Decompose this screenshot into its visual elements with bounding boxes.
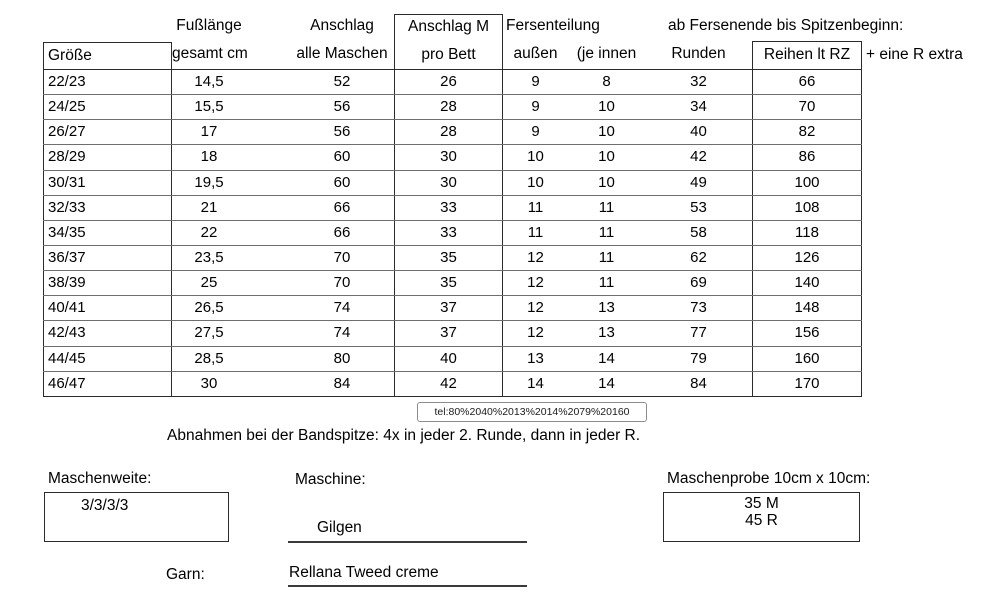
table-cell: 33 [394, 221, 503, 245]
garn-label: Garn: [166, 566, 205, 583]
table-cell: 21 [200, 198, 218, 216]
table-row [43, 171, 862, 196]
maschine-field-underline [288, 541, 527, 543]
table-cell: 30 [200, 374, 218, 392]
table-cell: 12 [527, 248, 544, 266]
table-row [43, 70, 862, 95]
table-cell: 73 [690, 299, 707, 317]
table-cell: 30 [394, 171, 503, 195]
table-cell: 28/29 [43, 145, 172, 169]
table-cell: 8 [602, 73, 611, 90]
col-anschlag-header-line2: alle Maschen [296, 45, 388, 62]
table-cell: 56 [333, 123, 351, 141]
table-cell: 13 [527, 349, 544, 367]
table-cell: 77 [690, 324, 707, 342]
table-cell: 28,5 [194, 349, 224, 367]
col-innen-header: (je innen [576, 45, 637, 62]
extra-row-annotation: + eine R extra [866, 46, 963, 63]
table-cell: 118 [752, 221, 862, 245]
table-row [43, 246, 862, 271]
table-row [43, 372, 862, 397]
table-cell: 10 [598, 148, 615, 166]
table-cell: 13 [598, 299, 615, 317]
table-cell: 10 [598, 123, 615, 141]
garn-field-underline [288, 585, 527, 587]
table-cell: 28 [394, 120, 503, 144]
col-anschlag-m-header-line1: Anschlag M [408, 18, 489, 35]
table-cell: 74 [333, 324, 351, 342]
table-cell: 14 [598, 349, 615, 367]
table-cell: 42 [394, 372, 503, 396]
table-cell: 25 [200, 274, 218, 292]
bandspitze-note: Abnahmen bei der Bandspitze: 4x in jeder 2. Runde, dann in jeder R. [167, 427, 641, 444]
table-cell: 52 [333, 73, 351, 90]
col-anschlag-header-line1: Anschlag [310, 17, 374, 34]
table-cell: 10 [527, 148, 544, 166]
col-fusslaenge-header-line2: gesamt cm [172, 45, 248, 62]
link-status-tooltip: tel:80%2040%2013%2014%2079%20160 [417, 402, 647, 422]
table-cell: 82 [752, 120, 862, 144]
reihen-header-box [752, 41, 862, 70]
table-cell: 42/43 [43, 321, 172, 345]
col-anschlag-m-header-line2: pro Bett [421, 46, 476, 63]
table-cell: 86 [752, 145, 862, 169]
table-cell: 11 [527, 223, 544, 241]
table-cell: 69 [690, 274, 707, 292]
table-cell: 22 [200, 223, 218, 241]
table-cell: 12 [527, 324, 544, 342]
garn-value[interactable]: Rellana Tweed creme [289, 564, 439, 581]
table-body [43, 70, 862, 397]
table-cell: 14 [527, 374, 544, 392]
table-cell: 66 [333, 198, 351, 216]
table-cell: 35 [394, 271, 503, 295]
col-fersenteilung-header: Fersenteilung [506, 17, 600, 34]
table-cell: 11 [598, 198, 615, 216]
col-runden-header: Runden [671, 45, 726, 62]
col-fusslaenge-header-line1: Fußlänge [176, 17, 242, 34]
table-cell: 32 [690, 73, 707, 90]
table-cell: 11 [598, 223, 615, 241]
table-cell: 38/39 [43, 271, 172, 295]
table-cell: 30 [394, 145, 503, 169]
table-cell: 60 [333, 173, 351, 191]
table-row [43, 196, 862, 221]
table-cell: 9 [531, 73, 540, 90]
table-cell: 22/23 [43, 70, 172, 94]
table-cell: 40 [690, 123, 707, 141]
table-row [43, 221, 862, 246]
size-table [43, 14, 904, 397]
table-cell: 11 [598, 248, 615, 266]
table-cell: 26 [394, 70, 503, 94]
col-reihen-header: Reihen lt RZ [763, 46, 851, 63]
table-cell: 36/37 [43, 246, 172, 270]
table-cell: 10 [598, 173, 615, 191]
maschine-value[interactable]: Gilgen [317, 519, 362, 536]
table-cell: 37 [394, 321, 503, 345]
table-cell: 13 [598, 324, 615, 342]
table-cell: 35 [394, 246, 503, 270]
maschenweite-value: 3/3/3/3 [81, 497, 129, 514]
table-row [43, 271, 862, 296]
table-cell: 148 [752, 296, 862, 320]
table-cell: 70 [333, 274, 351, 292]
table-cell: 14,5 [194, 73, 224, 90]
maschenweite-label: Maschenweite: [48, 470, 152, 487]
table-cell: 9 [531, 98, 540, 116]
table-cell: 34/35 [43, 221, 172, 245]
table-cell: 34 [690, 98, 707, 116]
table-cell: 60 [333, 148, 351, 166]
table-cell: 156 [752, 321, 862, 345]
table-cell: 11 [527, 198, 544, 216]
table-cell: 27,5 [194, 324, 224, 342]
table-cell: 33 [394, 196, 503, 220]
table-cell: 30/31 [43, 171, 172, 195]
table-cell: 18 [200, 148, 218, 166]
table-row [43, 120, 862, 145]
maschenprobe-label: Maschenprobe 10cm x 10cm: [667, 470, 871, 487]
table-cell: 12 [527, 274, 544, 292]
table-cell: 84 [690, 374, 707, 392]
col-aussen-header: außen [513, 45, 558, 62]
table-cell: 53 [690, 198, 707, 216]
table-cell: 10 [527, 173, 544, 191]
table-cell: 66 [333, 223, 351, 241]
table-cell: 74 [333, 299, 351, 317]
table-cell: 108 [752, 196, 862, 220]
table-row [43, 321, 862, 346]
table-cell: 46/47 [43, 372, 172, 396]
table-cell: 170 [752, 372, 862, 396]
maschenweite-value-box[interactable] [44, 492, 229, 542]
table-row [43, 347, 862, 372]
table-cell: 10 [598, 98, 615, 116]
table-cell: 23,5 [194, 248, 224, 266]
table-row [43, 95, 862, 120]
table-cell: 126 [752, 246, 862, 270]
table-cell: 58 [690, 223, 707, 241]
table-cell: 42 [690, 148, 707, 166]
table-cell: 40/41 [43, 296, 172, 320]
table-cell: 56 [333, 98, 351, 116]
table-cell: 70 [752, 95, 862, 119]
maschenprobe-value-line2: 45 R [745, 512, 778, 529]
col-spitzenbeginn-group-header: ab Fersenende bis Spitzenbeginn: [668, 17, 904, 34]
table-cell: 15,5 [194, 98, 224, 116]
table-cell: 26,5 [194, 299, 224, 317]
table-cell: 66 [752, 70, 862, 94]
table-cell: 70 [333, 248, 351, 266]
table-cell: 37 [394, 296, 503, 320]
table-row [43, 145, 862, 170]
table-cell: 79 [690, 349, 707, 367]
table-cell: 62 [690, 248, 707, 266]
col-groesse-header: Größe [48, 47, 92, 64]
groesse-header-box [43, 42, 172, 70]
table-cell: 19,5 [194, 173, 224, 191]
table-cell: 100 [752, 171, 862, 195]
anschlag-m-header-box [394, 14, 503, 70]
table-cell: 44/45 [43, 347, 172, 371]
table-cell: 32/33 [43, 196, 172, 220]
table-cell: 11 [598, 274, 615, 292]
maschenprobe-value-line1: 35 M [744, 495, 779, 512]
table-cell: 26/27 [43, 120, 172, 144]
table-cell: 140 [752, 271, 862, 295]
table-cell: 49 [690, 173, 707, 191]
table-cell: 84 [333, 374, 351, 392]
table-cell: 17 [200, 123, 218, 141]
table-cell: 14 [598, 374, 615, 392]
table-row [43, 296, 862, 321]
table-cell: 9 [531, 123, 540, 141]
table-cell: 24/25 [43, 95, 172, 119]
maschenprobe-value-box[interactable] [663, 492, 860, 542]
table-cell: 12 [527, 299, 544, 317]
table-cell: 28 [394, 95, 503, 119]
table-cell: 160 [752, 347, 862, 371]
maschine-label: Maschine: [295, 471, 366, 488]
table-cell: 40 [394, 347, 503, 371]
table-cell: 80 [333, 349, 351, 367]
